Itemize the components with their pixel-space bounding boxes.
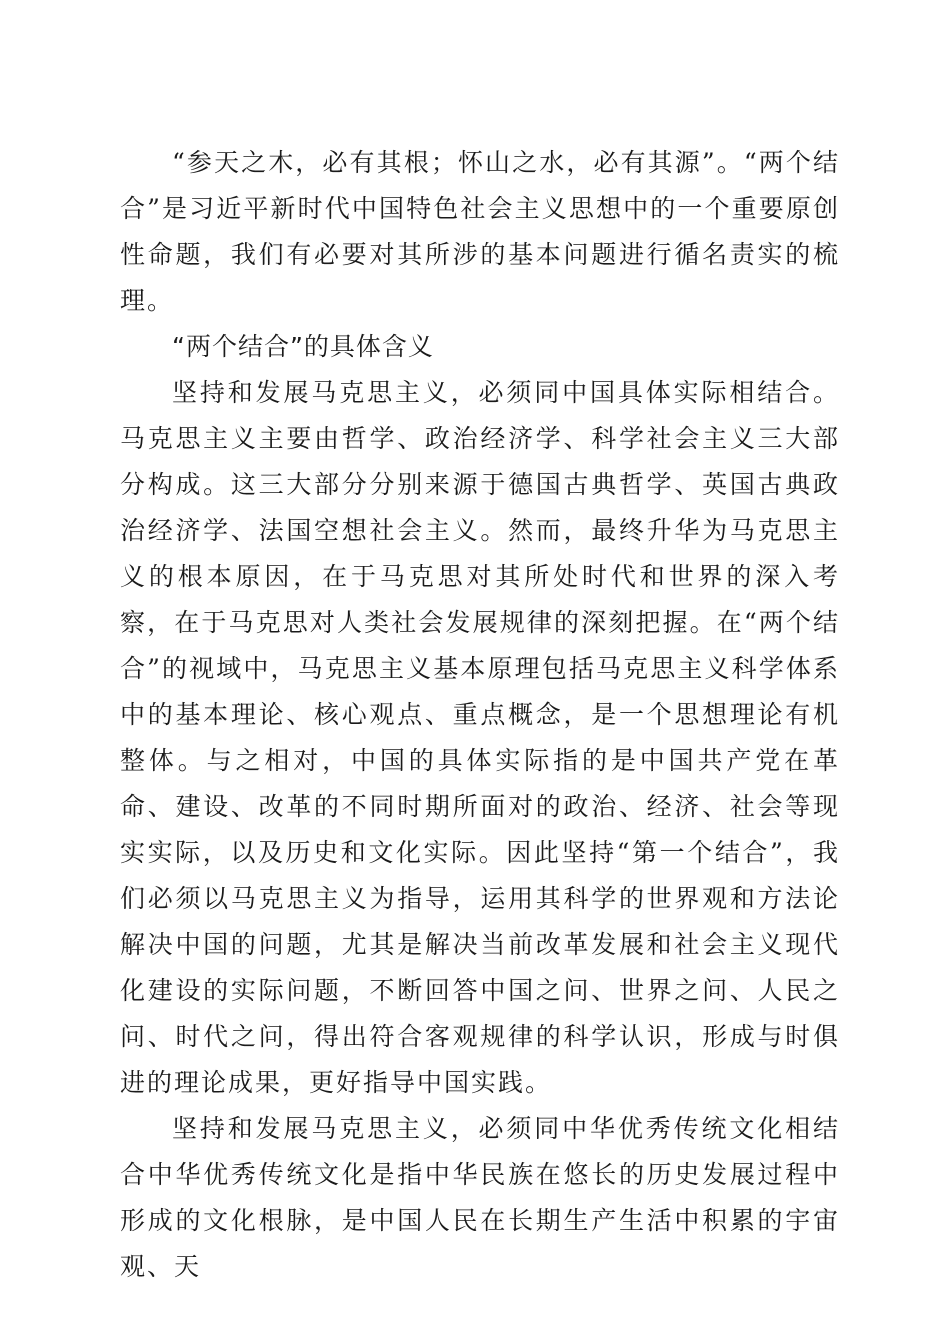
document-body [120,140,840,1290]
body-paragraph-second-combination: 坚持和发展马克思主义，必须同中华优秀传统文化相结合中华优秀传统文化是指中华民族在悠长的历史发展过程中形成的文化根脉，是中国人民在长期生产生活中积累的宇宙观、天 [120,1114,840,1281]
body-paragraph-first-combination: 坚持和发展马克思主义，必须同中国具体实际相结合。马克思主义主要由哲学、政治经济学、科学社会主义三大部分构成。这三大部分分别来源于德国古典哲学、英国古典政治经济学、法国空想社会主义。然而，最终升华为马克思主义的根本原因，在于马克思对其所处时代和世界的深入考察，在于马克思对人类社会发展规律的深刻把握。在“两个结合”的视域中，马克思主义基本原理包括马克思主义科学体系中的基本理论、核心观点、重点概念，是一个思想理论有机整体。与之相对，中国的具体实际指的是中国共产党在革命、建设、改革的不同时期所面对的政治、经济、社会等现实实际，以及历史和文化实际。因此坚持“第一个结合”，我们必须以马克思主义为指导，运用其科学的世界观和方法论解决中国的问题，尤其是解决当前改革发展和社会主义现代化建设的实际问题，不断回答中国之问、世界之问、人民之问、时代之问，得出符合客观规律的科学认识，形成与时俱进的理论成果，更好指导中国实践。 [120,378,840,1097]
section-heading: “两个结合”的具体含义 [172,332,434,361]
intro-paragraph: “参天之木，必有其根；怀山之水，必有其源”。“两个结合”是习近平新时代中国特色社会主义思想中的一个重要原创性命题，我们有必要对其所涉的基本问题进行循名责实的梳理。 [120,148,840,315]
